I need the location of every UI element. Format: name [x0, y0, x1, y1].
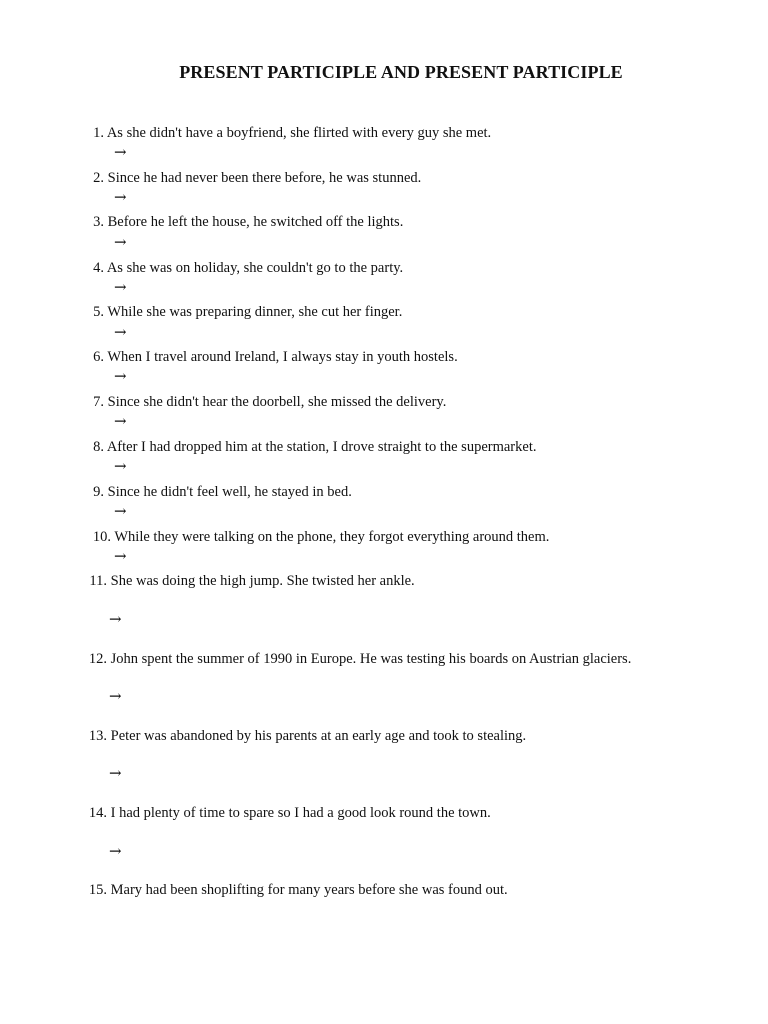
exercise-text: Peter was abandoned by his parents at an early age and took to stealing.	[110, 728, 527, 744]
exercise-text: As she didn't have a boyfriend, she flirted with every guy she met.	[106, 125, 492, 141]
answer-arrow-7: →	[114, 412, 127, 430]
exercise-4	[90, 259, 403, 277]
answer-arrow-6: →	[114, 367, 127, 385]
exercise-number: 8.	[93, 439, 104, 455]
exercise-number: 15.	[88, 882, 107, 898]
exercise-1	[90, 124, 491, 142]
answer-arrow-9: →	[114, 502, 127, 520]
exercise-number: 13.	[88, 728, 107, 744]
exercise-number: 10.	[92, 529, 111, 545]
exercise-6	[90, 348, 458, 366]
answer-arrow-10: →	[114, 547, 127, 565]
exercise-9	[90, 483, 352, 501]
exercise-text: After I had dropped him at the station, I drove straight to the supermarket.	[106, 439, 537, 455]
exercise-text: I had plenty of time to spare so I had a good look round the town.	[110, 805, 491, 821]
exercise-text: John spent the summer of 1990 in Europe. He was testing his boards on Austrian glaciers.	[110, 651, 632, 667]
exercise-number: 12.	[88, 651, 107, 667]
exercise-number: 7.	[93, 394, 104, 410]
exercise-number: 4.	[93, 260, 104, 276]
exercise-text: Since he had never been there before, he was stunned.	[107, 170, 422, 186]
answer-arrow-12: →	[109, 687, 122, 705]
exercise-text: She was doing the high jump. She twisted her ankle.	[110, 573, 415, 589]
exercise-11	[87, 572, 415, 590]
exercise-7	[90, 393, 446, 411]
exercise-number: 11.	[89, 573, 107, 589]
answer-arrow-1: →	[114, 143, 127, 161]
exercise-text: While she was preparing dinner, she cut her finger.	[107, 304, 403, 320]
exercise-text: Since she didn't hear the doorbell, she missed the delivery.	[107, 394, 447, 410]
exercise-number: 1.	[93, 125, 104, 141]
exercise-5	[90, 303, 402, 321]
exercise-3	[90, 213, 403, 231]
exercise-10	[91, 528, 549, 546]
exercise-number: 2.	[93, 170, 104, 186]
answer-arrow-2: →	[114, 188, 127, 206]
answer-arrow-4: →	[114, 278, 127, 296]
exercise-text: When I travel around Ireland, I always stay in youth hostels.	[107, 349, 458, 365]
answer-arrow-8: →	[114, 457, 127, 475]
answer-arrow-13: →	[109, 764, 122, 782]
page-title: PRESENT PARTICIPLE AND PRESENT PARTICIPLE	[179, 62, 623, 82]
exercise-number: 3.	[93, 214, 104, 230]
answer-arrow-3: →	[114, 233, 127, 251]
exercise-text: While they were talking on the phone, they forgot everything around them.	[114, 529, 550, 545]
exercise-text: Before he left the house, he switched off the lights.	[107, 214, 404, 230]
exercise-number: 14.	[88, 805, 107, 821]
answer-arrow-11: →	[109, 610, 122, 628]
exercise-12	[87, 650, 631, 668]
exercise-number: 5.	[93, 304, 104, 320]
answer-arrow-14: →	[109, 842, 122, 860]
answer-arrow-5: →	[114, 323, 127, 341]
exercise-text: As she was on holiday, she couldn't go to the party.	[106, 260, 404, 276]
exercise-15	[87, 881, 508, 899]
exercise-number: 6.	[93, 349, 104, 365]
exercise-2	[90, 169, 421, 187]
exercise-14	[87, 804, 491, 822]
exercise-text: Since he didn't feel well, he stayed in bed.	[107, 484, 352, 500]
exercise-text: Mary had been shoplifting for many years before she was found out.	[110, 882, 508, 898]
exercise-8	[90, 438, 536, 456]
exercise-number: 9.	[93, 484, 104, 500]
exercise-13	[87, 727, 526, 745]
